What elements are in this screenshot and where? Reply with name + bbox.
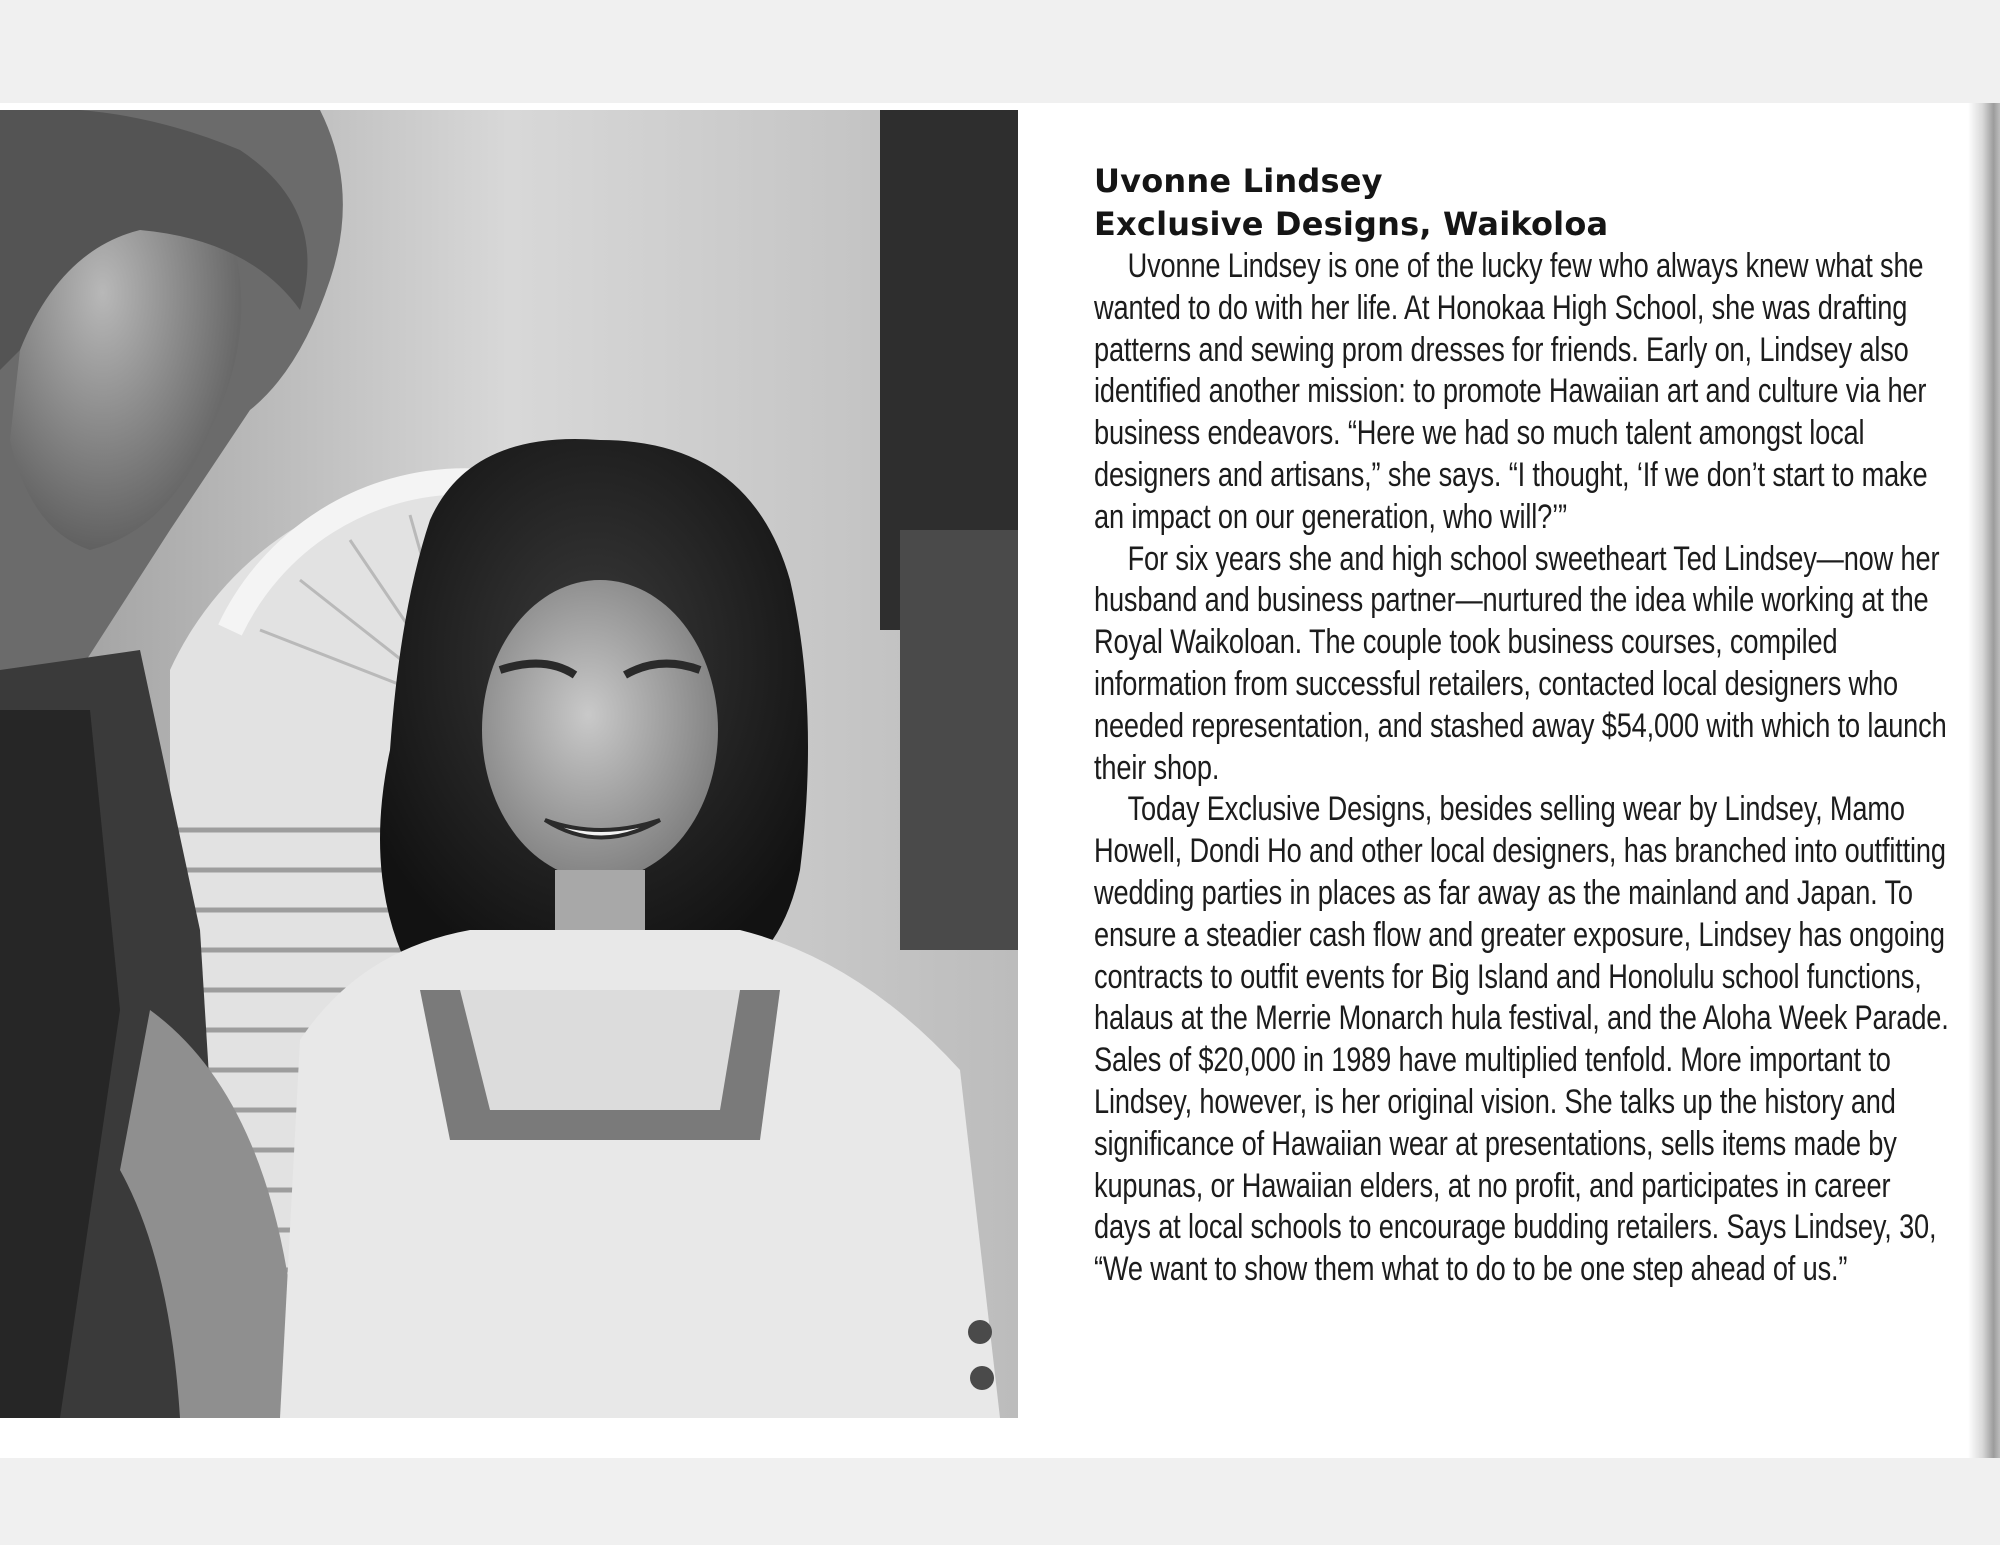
article-paragraph: Today Exclusive Designs, besides selling wear by Lindsey, Mamo Howell, Dondi Ho and other local designers, has branched into outfitting wedding parties in places as far away as the mainland and Japan. To ensure a steadier cash flow and greater exposure, Lindsey has ongoing contracts to outfit events for Big Island and Honolulu school functions, halaus at the Merrie Monarch hula festival, and the Aloha Week Parade. Sales of $20,000 in 1989 have multiplied tenfold. More important to Lindsey, however, is her original vision. She talks up the history and significance of Hawaiian wear at presentations, sells items made by kupunas, or Hawaiian elders, at no profit, and participates in career days at local schools to encourage budding retailers. Says Lindsey, 30, “We want to show them what to do to be one step ahead of us.”	[1094, 790, 1949, 1289]
article-paragraph: Uvonne Lindsey is one of the lucky few who always knew what she wanted to do with her life. At Honokaa High School, she was drafting patterns and sewing prom dresses for friends. Early on, Lindsey also identified another mission: to promote Hawaiian art and culture via her business endeavors. “Here we had so much talent amongst local designers and artisans,” she says. “I thought, ‘If we don’t start to make an impact on our generation, who will?’”	[1094, 247, 1928, 536]
portrait-photo	[0, 110, 1018, 1418]
portrait-photo-illustration	[0, 110, 1018, 1418]
business-name: Exclusive Designs, Waikoloa	[1094, 205, 1609, 243]
article	[1094, 160, 1964, 1291]
page-binding-curl	[1968, 103, 2000, 1458]
profile-name: Uvonne Lindsey	[1094, 162, 1383, 200]
article-paragraph: For six years she and high school sweetheart Ted Lindsey—now her husband and business partner—nurtured the idea while working at the Royal Waikoloan. The couple took business courses, compiled information from successful retailers, contacted local designers who needed representation, and stashed away $54,000 with which to launch their shop.	[1094, 539, 1947, 787]
